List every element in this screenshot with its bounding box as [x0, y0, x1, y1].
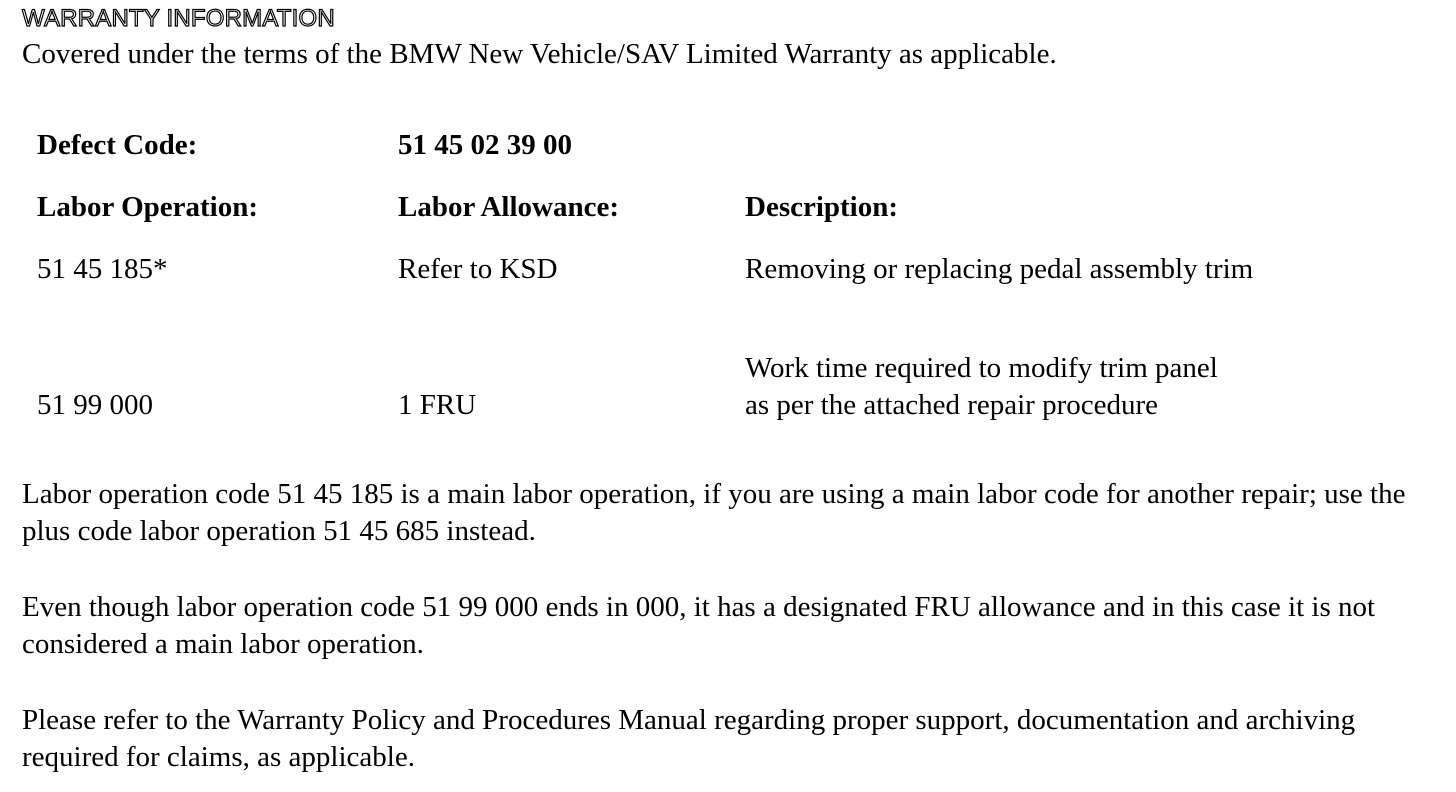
description-header: Description: [745, 191, 899, 223]
row-1-labor-allowance: Refer to KSD [398, 253, 558, 285]
row-1-labor-operation: 51 45 185* [37, 253, 168, 285]
labor-operation-header: Labor Operation: [37, 191, 258, 223]
section-title: WARRANTY INFORMATION [22, 5, 335, 32]
main-labor-note: Labor operation code 51 45 185 is a main labor operation, if you are using a main labor code for another repair; use the plus code labor operation 51 45 685 instead. [22, 478, 1406, 547]
row-1-description: Removing or replacing pedal assembly trim [745, 253, 1254, 285]
labor-allowance-header: Labor Allowance: [398, 191, 619, 223]
defect-code-label: Defect Code: [37, 129, 198, 161]
row-2-description: Work time required to modify trim panel as per the attached repair procedure [745, 352, 1218, 421]
fru-allowance-note: Even though labor operation code 51 99 000 ends in 000, it has a designated FRU allowance and in this case it is not considered a main labor operation. [22, 591, 1376, 660]
row-2-labor-operation: 51 99 000 [37, 389, 153, 421]
policy-reference-note: Please refer to the Warranty Policy and Procedures Manual regarding proper support, documentation and archiving required for claims, as applicable. [22, 704, 1356, 773]
warranty-coverage-text: Covered under the terms of the BMW New Vehicle/SAV Limited Warranty as applicable. [22, 38, 1057, 70]
row-2-labor-allowance: 1 FRU [398, 389, 477, 421]
defect-code-value: 51 45 02 39 00 [398, 129, 572, 161]
